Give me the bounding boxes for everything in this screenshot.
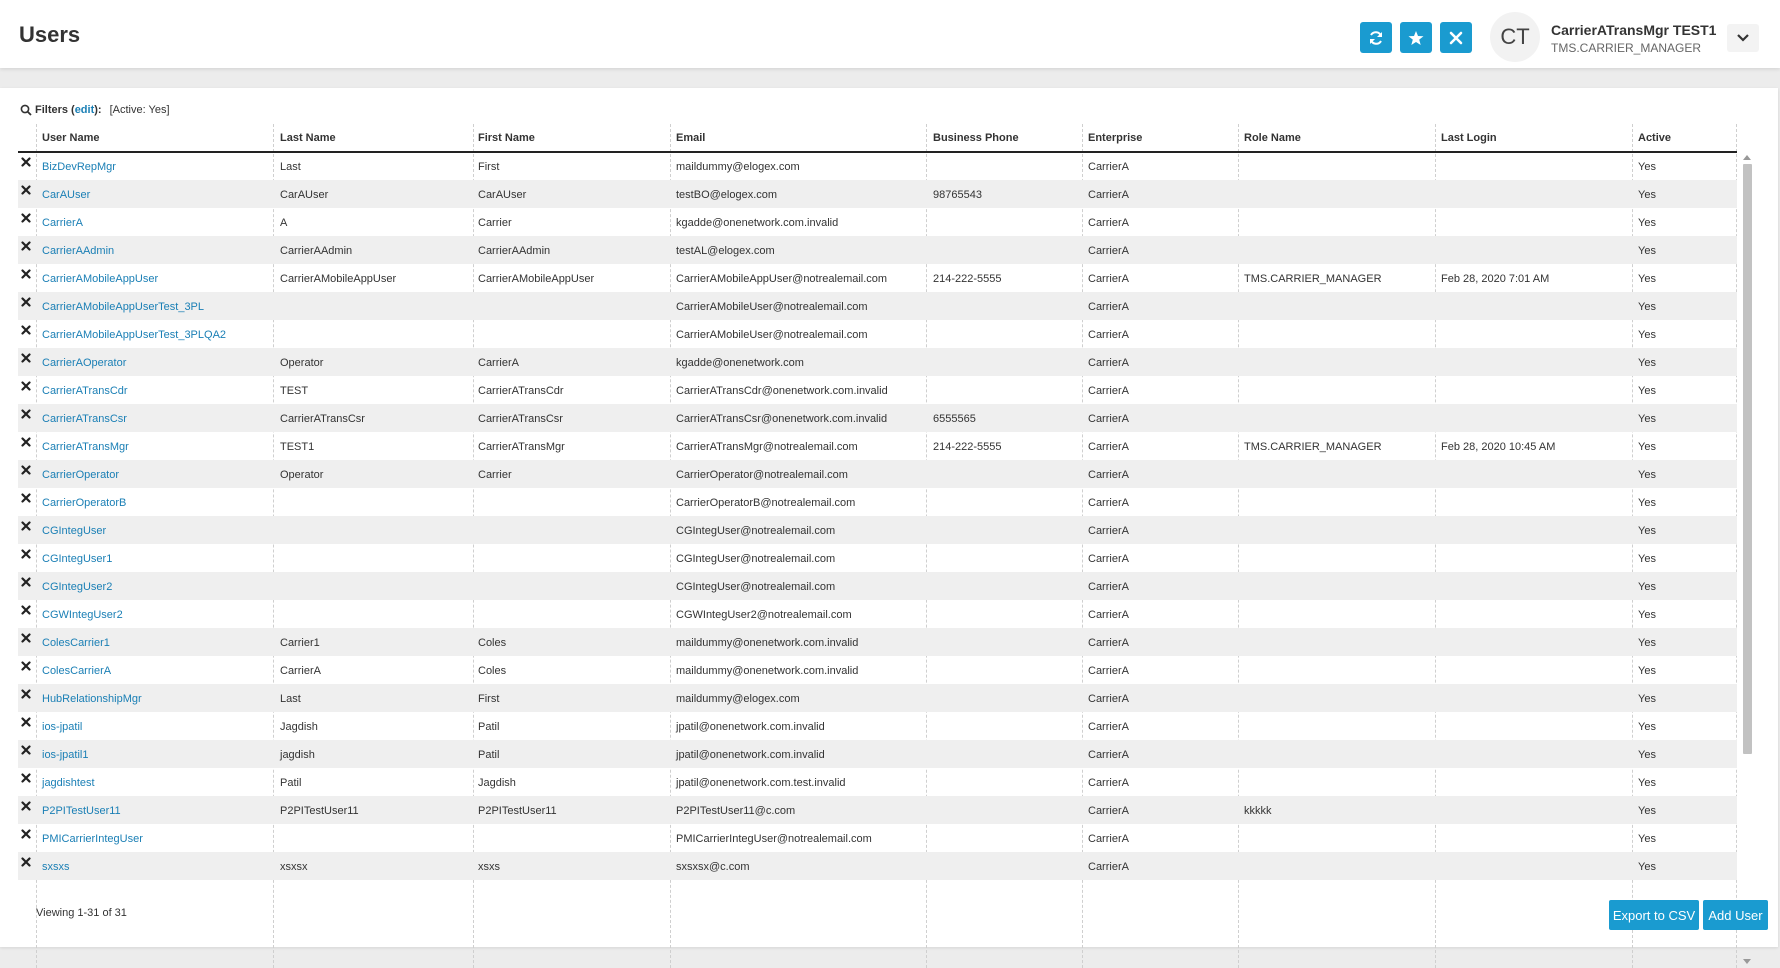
cell-user-name[interactable]: CarrierAOperator bbox=[42, 357, 127, 369]
cell-user-name[interactable]: CarrierAMobileAppUser bbox=[42, 273, 159, 285]
cell-user-name[interactable]: ColesCarrier1 bbox=[42, 637, 110, 649]
cell-user-name[interactable]: CarAUser bbox=[42, 189, 91, 201]
header-active[interactable]: Active bbox=[1638, 132, 1672, 144]
cell-email: P2PITestUser11@c.com bbox=[676, 805, 796, 817]
cell-email: CarrierATransCdr@onenetwork.com.invalid bbox=[676, 385, 888, 397]
page-header bbox=[0, 0, 1780, 68]
delete-row-icon[interactable] bbox=[21, 577, 31, 587]
cell-first-name: CarrierA bbox=[478, 357, 519, 369]
cell-enterprise: CarrierA bbox=[1088, 637, 1129, 649]
cell-business-phone: 214-222-5555 bbox=[933, 441, 1002, 453]
cell-active: Yes bbox=[1638, 469, 1656, 481]
cell-last-name: Jagdish bbox=[280, 721, 318, 733]
table-row[interactable] bbox=[18, 152, 1737, 180]
cell-email: kgadde@onenetwork.com.invalid bbox=[676, 217, 839, 229]
cell-enterprise: CarrierA bbox=[1088, 525, 1129, 537]
cell-email: testAL@elogex.com bbox=[676, 245, 775, 257]
cell-email: jpatil@onenetwork.com.test.invalid bbox=[676, 777, 846, 789]
cell-business-phone: 214-222-5555 bbox=[933, 273, 1002, 285]
cell-first-name: Coles bbox=[478, 637, 507, 649]
table-body bbox=[18, 152, 1737, 880]
add-user-button[interactable]: Add User bbox=[1703, 900, 1768, 930]
avatar[interactable]: CT bbox=[1490, 12, 1540, 62]
cell-user-name[interactable]: BizDevRepMgr bbox=[42, 161, 116, 173]
cell-last-name: CarAUser bbox=[280, 189, 329, 201]
cell-enterprise: CarrierA bbox=[1088, 217, 1129, 229]
cell-user-name[interactable]: CarrierATransMgr bbox=[42, 441, 129, 453]
close-button[interactable] bbox=[1440, 22, 1472, 53]
table-row[interactable] bbox=[18, 404, 1737, 432]
cell-first-name: P2PITestUser11 bbox=[478, 805, 557, 817]
cell-user-name[interactable]: CGIntegUser1 bbox=[42, 553, 113, 565]
cell-enterprise: CarrierA bbox=[1088, 441, 1129, 453]
table-row[interactable] bbox=[18, 768, 1737, 796]
delete-row-icon[interactable] bbox=[21, 633, 31, 643]
cell-last-name: jagdish bbox=[280, 749, 315, 761]
cell-enterprise: CarrierA bbox=[1088, 301, 1129, 313]
cell-user-name[interactable]: jagdishtest bbox=[42, 777, 95, 789]
cell-role-name: kkkkk bbox=[1244, 805, 1272, 817]
cell-active: Yes bbox=[1638, 357, 1656, 369]
cell-enterprise: CarrierA bbox=[1088, 609, 1129, 621]
scroll-down-arrow[interactable] bbox=[1743, 959, 1751, 964]
cell-last-name: Operator bbox=[280, 357, 324, 369]
viewing-count: Viewing 1-31 of 31 bbox=[36, 907, 127, 919]
cell-email: kgadde@onenetwork.com bbox=[676, 357, 804, 369]
cell-user-name[interactable]: P2PITestUser11 bbox=[42, 805, 121, 817]
cell-email: jpatil@onenetwork.com.invalid bbox=[676, 749, 825, 761]
cell-last-name: A bbox=[280, 217, 288, 229]
cell-active: Yes bbox=[1638, 273, 1656, 285]
delete-row-icon[interactable] bbox=[21, 409, 31, 419]
cell-business-phone: 6555565 bbox=[933, 413, 976, 425]
table-row[interactable] bbox=[18, 460, 1737, 488]
table-row[interactable] bbox=[18, 628, 1737, 656]
cell-email: CarrierAMobileAppUser@notrealemail.com bbox=[676, 273, 888, 285]
star-icon bbox=[1408, 30, 1424, 46]
filters-open-paren: ( bbox=[71, 104, 75, 116]
search-icon bbox=[20, 104, 32, 116]
header-enterprise[interactable]: Enterprise bbox=[1088, 132, 1143, 144]
cell-user-name[interactable]: CarrierATransCsr bbox=[42, 413, 127, 425]
page-title: Users bbox=[19, 22, 81, 47]
cell-user-name[interactable]: CarrierAAdmin bbox=[42, 245, 115, 257]
cell-first-name: Carrier bbox=[478, 469, 512, 481]
header-user-name[interactable]: User Name bbox=[42, 132, 100, 144]
cell-email: CGWIntegUser2@notrealemail.com bbox=[676, 609, 852, 621]
cell-email: jpatil@onenetwork.com.invalid bbox=[676, 721, 825, 733]
users-table bbox=[18, 124, 1737, 968]
table-row[interactable] bbox=[18, 712, 1737, 740]
filters-value: [Active: Yes] bbox=[109, 104, 170, 116]
close-icon bbox=[1449, 31, 1463, 45]
cell-first-name: Patil bbox=[478, 721, 500, 733]
cell-active: Yes bbox=[1638, 441, 1656, 453]
table-row[interactable] bbox=[18, 264, 1737, 292]
header-business-phone[interactable]: Business Phone bbox=[933, 132, 1019, 144]
cell-enterprise: CarrierA bbox=[1088, 665, 1129, 677]
cell-user-name[interactable]: CarrierOperatorB bbox=[42, 497, 127, 509]
cell-active: Yes bbox=[1638, 329, 1656, 341]
cell-last-name: Carrier1 bbox=[280, 637, 320, 649]
cell-enterprise: CarrierA bbox=[1088, 469, 1129, 481]
cell-email: maildummy@onenetwork.com.invalid bbox=[676, 637, 859, 649]
cell-user-name[interactable]: CarrierATransCdr bbox=[42, 385, 128, 397]
delete-row-icon[interactable] bbox=[21, 297, 31, 307]
table-row[interactable] bbox=[18, 208, 1737, 236]
delete-row-icon[interactable] bbox=[21, 353, 31, 363]
delete-row-icon[interactable] bbox=[21, 185, 31, 195]
delete-row-icon[interactable] bbox=[21, 801, 31, 811]
cell-enterprise: CarrierA bbox=[1088, 721, 1129, 733]
table-row[interactable] bbox=[18, 432, 1737, 460]
cell-active: Yes bbox=[1638, 161, 1656, 173]
cell-active: Yes bbox=[1638, 217, 1656, 229]
table-row[interactable] bbox=[18, 572, 1737, 600]
cell-email: CarrierATransMgr@notrealemail.com bbox=[676, 441, 858, 453]
cell-active: Yes bbox=[1638, 749, 1656, 761]
cell-active: Yes bbox=[1638, 609, 1656, 621]
cell-active: Yes bbox=[1638, 833, 1656, 845]
table-row[interactable] bbox=[18, 236, 1737, 264]
table-header bbox=[18, 124, 1737, 153]
delete-row-icon[interactable] bbox=[21, 717, 31, 727]
delete-row-icon[interactable] bbox=[21, 605, 31, 615]
cell-last-name: TEST1 bbox=[280, 441, 315, 453]
delete-row-icon[interactable] bbox=[21, 521, 31, 531]
table-row[interactable] bbox=[18, 656, 1737, 684]
filters-label: Filters bbox=[35, 104, 69, 116]
cell-enterprise: CarrierA bbox=[1088, 553, 1129, 565]
cell-active: Yes bbox=[1638, 637, 1656, 649]
cell-user-name[interactable]: CGIntegUser2 bbox=[42, 581, 113, 593]
table-row[interactable] bbox=[18, 488, 1737, 516]
delete-row-icon[interactable] bbox=[21, 213, 31, 223]
cell-enterprise: CarrierA bbox=[1088, 861, 1129, 873]
cell-email: CarrierAMobileUser@notrealemail.com bbox=[676, 329, 868, 341]
delete-row-icon[interactable] bbox=[21, 269, 31, 279]
refresh-button[interactable] bbox=[1360, 22, 1392, 53]
cell-role-name: TMS.CARRIER_MANAGER bbox=[1244, 441, 1382, 453]
delete-row-icon[interactable] bbox=[21, 325, 31, 335]
cell-enterprise: CarrierA bbox=[1088, 329, 1129, 341]
cell-user-name[interactable]: CGIntegUser bbox=[42, 525, 107, 537]
table-row[interactable] bbox=[18, 740, 1737, 768]
delete-row-icon[interactable] bbox=[21, 493, 31, 503]
header-role-name[interactable]: Role Name bbox=[1244, 132, 1301, 144]
cell-active: Yes bbox=[1638, 553, 1656, 565]
cell-user-name[interactable]: CarrierAMobileAppUserTest_3PLQA2 bbox=[42, 329, 227, 341]
cell-active: Yes bbox=[1638, 721, 1656, 733]
cell-last-name: Patil bbox=[280, 777, 302, 789]
cell-email: CGIntegUser@notrealemail.com bbox=[676, 525, 836, 537]
cell-enterprise: CarrierA bbox=[1088, 245, 1129, 257]
table-row[interactable] bbox=[18, 544, 1737, 572]
cell-active: Yes bbox=[1638, 525, 1656, 537]
cell-enterprise: CarrierA bbox=[1088, 189, 1129, 201]
cell-active: Yes bbox=[1638, 665, 1656, 677]
delete-row-icon[interactable] bbox=[21, 745, 31, 755]
cell-user-name[interactable]: CarrierAMobileAppUserTest_3PL bbox=[42, 301, 205, 313]
cell-active: Yes bbox=[1638, 301, 1656, 313]
cell-email: CGIntegUser@notrealemail.com bbox=[676, 581, 836, 593]
delete-row-icon[interactable] bbox=[21, 157, 31, 167]
cell-enterprise: CarrierA bbox=[1088, 413, 1129, 425]
header-last-name[interactable]: Last Name bbox=[280, 132, 336, 144]
cell-role-name: TMS.CARRIER_MANAGER bbox=[1244, 273, 1382, 285]
cell-last-name: Operator bbox=[280, 469, 324, 481]
table-row[interactable] bbox=[18, 824, 1737, 852]
delete-row-icon[interactable] bbox=[21, 661, 31, 671]
scroll-thumb[interactable] bbox=[1743, 164, 1752, 754]
user-role: TMS.CARRIER_MANAGER bbox=[1551, 41, 1702, 55]
cell-user-name[interactable]: CarrierA bbox=[42, 217, 83, 229]
cell-last-name: Last bbox=[280, 161, 301, 173]
cell-first-name: Patil bbox=[478, 749, 500, 761]
table-row[interactable] bbox=[18, 852, 1737, 880]
cell-enterprise: CarrierA bbox=[1088, 581, 1129, 593]
cell-last-login: Feb 28, 2020 7:01 AM bbox=[1441, 273, 1550, 285]
delete-row-icon[interactable] bbox=[21, 773, 31, 783]
cell-business-phone: 98765543 bbox=[933, 189, 982, 201]
cell-first-name: Coles bbox=[478, 665, 507, 677]
cell-last-name: TEST bbox=[280, 385, 309, 397]
cell-email: testBO@elogex.com bbox=[676, 189, 778, 201]
export-csv-button[interactable]: Export to CSV bbox=[1609, 900, 1699, 930]
cell-first-name: First bbox=[478, 693, 500, 705]
cell-email: maildummy@elogex.com bbox=[676, 161, 800, 173]
cell-enterprise: CarrierA bbox=[1088, 161, 1129, 173]
cell-last-name: P2PITestUser11 bbox=[280, 805, 359, 817]
cell-first-name: CarAUser bbox=[478, 189, 527, 201]
cell-last-login: Feb 28, 2020 10:45 AM bbox=[1441, 441, 1556, 453]
cell-active: Yes bbox=[1638, 693, 1656, 705]
delete-row-icon[interactable] bbox=[21, 241, 31, 251]
cell-active: Yes bbox=[1638, 777, 1656, 789]
cell-user-name[interactable]: HubRelationshipMgr bbox=[42, 693, 142, 705]
cell-email: CarrierOperator@notrealemail.com bbox=[676, 469, 848, 481]
scroll-up-arrow[interactable] bbox=[1743, 155, 1751, 160]
cell-email: CarrierAMobileUser@notrealemail.com bbox=[676, 301, 868, 313]
cell-first-name: Jagdish bbox=[478, 777, 516, 789]
cell-enterprise: CarrierA bbox=[1088, 385, 1129, 397]
header-last-login[interactable]: Last Login bbox=[1441, 132, 1497, 144]
cell-first-name: CarrierATransCdr bbox=[478, 385, 564, 397]
table-row[interactable] bbox=[18, 292, 1737, 320]
cell-enterprise: CarrierA bbox=[1088, 357, 1129, 369]
table-row[interactable] bbox=[18, 376, 1737, 404]
cell-active: Yes bbox=[1638, 581, 1656, 593]
refresh-icon bbox=[1368, 30, 1384, 46]
cell-last-name: CarrierATransCsr bbox=[280, 413, 365, 425]
cell-active: Yes bbox=[1638, 497, 1656, 509]
cell-active: Yes bbox=[1638, 189, 1656, 201]
cell-first-name: CarrierATransMgr bbox=[478, 441, 565, 453]
cell-last-name: CarrierAMobileAppUser bbox=[280, 273, 397, 285]
delete-row-icon[interactable] bbox=[21, 381, 31, 391]
table-row[interactable] bbox=[18, 516, 1737, 544]
cell-enterprise: CarrierA bbox=[1088, 693, 1129, 705]
cell-last-name: xsxsx bbox=[280, 861, 308, 873]
filters-edit-link[interactable]: edit bbox=[74, 104, 95, 116]
cell-user-name[interactable]: CarrierOperator bbox=[42, 469, 120, 481]
cell-active: Yes bbox=[1638, 385, 1656, 397]
cell-email: sxsxsx@c.com bbox=[676, 861, 750, 873]
delete-row-icon[interactable] bbox=[21, 437, 31, 447]
table-scrollbar[interactable] bbox=[1741, 152, 1753, 968]
table-row[interactable] bbox=[18, 348, 1737, 376]
cell-user-name[interactable]: ColesCarrierA bbox=[42, 665, 112, 677]
delete-row-icon[interactable] bbox=[21, 857, 31, 867]
cell-user-name[interactable]: ios-jpatil1 bbox=[42, 749, 89, 761]
cell-first-name: xsxs bbox=[478, 861, 500, 873]
cell-last-name: CarrierA bbox=[280, 665, 321, 677]
favorite-button[interactable] bbox=[1400, 22, 1432, 53]
table-row[interactable] bbox=[18, 796, 1737, 824]
users-panel bbox=[0, 88, 1778, 947]
cell-active: Yes bbox=[1638, 245, 1656, 257]
cell-enterprise: CarrierA bbox=[1088, 833, 1129, 845]
cell-active: Yes bbox=[1638, 861, 1656, 873]
cell-first-name: CarrierAAdmin bbox=[478, 245, 551, 257]
cell-active: Yes bbox=[1638, 413, 1656, 425]
delete-row-icon[interactable] bbox=[21, 549, 31, 559]
cell-enterprise: CarrierA bbox=[1088, 749, 1129, 761]
cell-first-name: First bbox=[478, 161, 500, 173]
cell-active: Yes bbox=[1638, 805, 1656, 817]
filters-bar bbox=[20, 104, 170, 116]
header-first-name[interactable]: First Name bbox=[478, 132, 535, 144]
cell-enterprise: CarrierA bbox=[1088, 273, 1129, 285]
cell-email: CGIntegUser@notrealemail.com bbox=[676, 553, 836, 565]
cell-email: maildummy@onenetwork.com.invalid bbox=[676, 665, 859, 677]
filters-close-paren: ): bbox=[94, 104, 102, 116]
cell-user-name[interactable]: CGWIntegUser2 bbox=[42, 609, 123, 621]
cell-first-name: CarrierAMobileAppUser bbox=[478, 273, 595, 285]
cell-email: CarrierATransCsr@onenetwork.com.invalid bbox=[676, 413, 888, 425]
delete-row-icon[interactable] bbox=[21, 689, 31, 699]
user-menu-button[interactable] bbox=[1727, 24, 1759, 52]
header-email[interactable]: Email bbox=[676, 132, 706, 144]
cell-first-name: Carrier bbox=[478, 217, 512, 229]
delete-row-icon[interactable] bbox=[21, 829, 31, 839]
cell-email: CarrierOperatorB@notrealemail.com bbox=[676, 497, 856, 509]
cell-user-name[interactable]: PMICarrierIntegUser bbox=[42, 833, 143, 845]
delete-row-icon[interactable] bbox=[21, 465, 31, 475]
cell-enterprise: CarrierA bbox=[1088, 805, 1129, 817]
table-row[interactable] bbox=[18, 684, 1737, 712]
table-row[interactable] bbox=[18, 320, 1737, 348]
table-row[interactable] bbox=[18, 180, 1737, 208]
cell-enterprise: CarrierA bbox=[1088, 777, 1129, 789]
chevron-down-icon bbox=[1736, 33, 1750, 43]
cell-user-name[interactable]: ios-jpatil bbox=[42, 721, 83, 733]
cell-enterprise: CarrierA bbox=[1088, 497, 1129, 509]
cell-last-name: CarrierAAdmin bbox=[280, 245, 353, 257]
user-name: CarrierATransMgr TEST1 bbox=[1551, 22, 1717, 38]
cell-first-name: CarrierATransCsr bbox=[478, 413, 563, 425]
table-row[interactable] bbox=[18, 600, 1737, 628]
cell-last-name: Last bbox=[280, 693, 301, 705]
cell-email: maildummy@elogex.com bbox=[676, 693, 800, 705]
cell-user-name[interactable]: sxsxs bbox=[42, 861, 70, 873]
cell-email: PMICarrierIntegUser@notrealemail.com bbox=[676, 833, 872, 845]
